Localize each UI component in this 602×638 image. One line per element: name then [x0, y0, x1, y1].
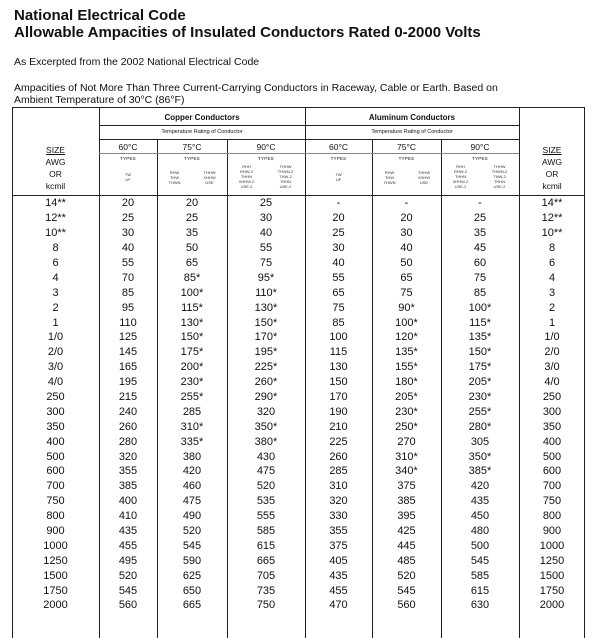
table-row [12, 479, 585, 494]
cell-size: 800 [46, 510, 65, 523]
table-row [12, 494, 585, 509]
cell-cu-90c: 535 [256, 495, 276, 508]
insulation-types: THHW THWN-2 THW-2 THHN USE-2 [277, 164, 294, 189]
source-note: As Excerpted from the 2002 National Electrical Code [14, 56, 260, 68]
cell-al-75c: 270 [397, 435, 416, 448]
aluminum-group-header: Aluminum Conductors [368, 113, 456, 122]
cell-cu-60c: 355 [118, 465, 138, 478]
cell-size-right: 900 [542, 525, 562, 538]
cell-cu-90c: 290* [254, 391, 278, 404]
insulation-types: THHW XHHW USE [203, 170, 216, 185]
cell-cu-75c: 230* [180, 376, 204, 389]
cell-size: 8 [52, 242, 59, 255]
cell-size: 4/0 [47, 376, 64, 389]
cell-al-60c: 320 [329, 495, 348, 508]
cell-al-90c: 175* [468, 361, 492, 374]
table-row [12, 419, 585, 434]
cell-al-75c: 340* [395, 465, 418, 478]
cell-al-60c: 75 [332, 301, 345, 314]
cell-al-75c: 230* [395, 405, 418, 418]
table-row [12, 270, 585, 285]
cell-cu-60c: 95 [121, 301, 135, 314]
cell-cu-60c: 145 [118, 346, 138, 359]
cell-cu-60c: 30 [121, 227, 135, 240]
table-row [12, 300, 585, 315]
cell-cu-60c: 215 [118, 391, 138, 404]
insulation-types: THHW XHHW USE [417, 170, 431, 185]
table-row [12, 464, 585, 479]
table-row [12, 404, 585, 419]
cell-cu-75c: 665 [182, 599, 202, 612]
ampacity-note: Ampacities of Not More Than Three Current-Carrying Conductors in Raceway, Cable or Earth. Based on Ambient Temperature of 30°C (86°F) [14, 82, 498, 106]
cell-size: 750 [46, 495, 65, 508]
temp-heading: 90°C [470, 142, 490, 152]
cell-al-75c: 40 [400, 242, 413, 255]
cell-al-90c: 350* [468, 450, 492, 463]
types-label: TYPES [258, 156, 274, 161]
cell-al-90c: 85 [473, 286, 487, 299]
cell-cu-60c: 165 [118, 361, 138, 374]
cell-cu-90c: 95* [257, 271, 275, 284]
cell-cu-90c: 555 [256, 510, 276, 523]
cell-size-right: 12** [541, 212, 563, 225]
cell-al-90c: 630 [470, 599, 490, 612]
cell-size: 1 [52, 316, 59, 329]
cell-cu-75c: 545 [182, 539, 202, 552]
cell-cu-60c: 545 [118, 584, 138, 597]
cell-size-right: 2/0 [544, 346, 560, 359]
cell-size: 2000 [43, 599, 68, 612]
cell-cu-60c: 260 [118, 420, 138, 433]
table-body [12, 196, 585, 613]
cell-cu-90c: 350* [254, 420, 278, 433]
cell-cu-75c: 255* [180, 391, 204, 404]
temp-heading: 60°C [118, 142, 138, 152]
cell-size-right: 800 [542, 510, 562, 523]
or-label: OR [545, 169, 559, 179]
cell-al-90c: 420 [470, 480, 490, 493]
cell-al-90c: - [478, 197, 482, 210]
cell-al-90c: 500 [470, 539, 490, 552]
cell-cu-75c: 335* [180, 435, 204, 448]
cell-cu-75c: 175* [180, 346, 204, 359]
cell-al-60c: 130 [329, 361, 348, 374]
size-label: SIZE [542, 145, 562, 155]
cell-cu-90c: 520 [256, 480, 276, 493]
cell-al-60c: 190 [329, 405, 348, 418]
cell-al-60c: 55 [332, 271, 345, 284]
cell-al-60c: 375 [329, 539, 348, 552]
header-rule [99, 153, 519, 154]
cell-cu-75c: 150* [180, 331, 204, 344]
cell-size-right: 250 [542, 391, 562, 404]
cell-cu-75c: 85* [183, 271, 201, 284]
cell-size: 1/0 [47, 331, 64, 344]
document-subtitle: Allowable Ampacities of Insulated Conductors Rated 0-2000 Volts [14, 24, 481, 41]
cell-al-75c: 75 [400, 286, 413, 299]
cell-al-60c: 225 [329, 435, 348, 448]
insulation-types: THHW THWN-2 THW-2 THHN USE-2 [491, 164, 508, 189]
cell-size: 14** [45, 197, 66, 210]
cell-size-right: 700 [542, 480, 562, 493]
table-row [12, 434, 585, 449]
temp-heading: 60°C [329, 142, 348, 152]
cell-al-60c: 65 [332, 286, 345, 299]
cell-al-60c: 330 [329, 510, 348, 523]
cell-al-60c: 310 [329, 480, 348, 493]
cell-al-60c: 85 [332, 316, 345, 329]
cell-al-60c: 115 [329, 346, 348, 359]
table-row [12, 553, 585, 568]
awg-label: AWG [45, 157, 66, 167]
table-row [12, 583, 585, 598]
cell-cu-60c: 55 [121, 257, 135, 269]
cell-size: 6 [52, 257, 59, 269]
cell-size-right: 1500 [539, 569, 565, 582]
cell-al-75c: 155* [395, 361, 418, 374]
table-row [12, 256, 585, 271]
cell-size-right: 1 [548, 316, 556, 329]
cell-al-75c: 385 [397, 495, 416, 508]
cell-cu-75c: 285 [182, 405, 202, 418]
cell-size: 2 [52, 301, 59, 314]
cell-al-75c: 375 [397, 480, 416, 493]
cell-al-90c: 255* [468, 405, 492, 418]
cell-cu-60c: 435 [118, 525, 138, 538]
cell-al-75c: 395 [397, 510, 416, 523]
cell-al-90c: 480 [470, 525, 490, 538]
insulation-types: RHH RHW-2 THHN XHHW-2 USE-2 [238, 164, 255, 189]
cell-cu-90c: 735 [256, 584, 276, 597]
cell-al-90c: 60 [473, 257, 487, 269]
cell-al-90c: 385* [468, 465, 492, 478]
cell-cu-60c: 280 [118, 435, 138, 448]
cell-cu-75c: 25 [185, 212, 199, 225]
cell-cu-75c: 200* [180, 361, 204, 374]
cell-cu-75c: 420 [182, 465, 202, 478]
cell-al-90c: 585 [470, 569, 490, 582]
cell-size: 1750 [43, 584, 68, 597]
size-column-header-left [12, 144, 99, 192]
cell-size: 12** [45, 212, 66, 225]
cell-size-right: 2 [548, 301, 556, 314]
types-label: TYPES [472, 156, 488, 161]
temp-heading: 75°C [397, 142, 416, 152]
kcmil-label: kcmil [542, 181, 562, 191]
table-row [12, 345, 585, 360]
table-row [12, 524, 585, 539]
cell-size-right: 600 [542, 465, 562, 478]
cell-al-75c: 310* [395, 450, 418, 463]
document-title: National Electrical Code [14, 7, 186, 24]
cell-al-90c: 435 [470, 495, 490, 508]
insulation-types: RHW THW THWN [383, 170, 396, 185]
cell-al-60c: 210 [329, 420, 348, 433]
table-row [12, 360, 585, 375]
cell-cu-60c: 560 [118, 599, 138, 612]
cell-al-75c: 50 [400, 257, 413, 269]
cell-al-60c: 470 [329, 599, 348, 612]
cell-cu-75c: 490 [182, 510, 202, 523]
cell-size-right: 1250 [539, 554, 565, 567]
kcmil-label: kcmil [45, 181, 66, 191]
cell-cu-75c: 35 [185, 227, 199, 240]
cell-cu-75c: 50 [185, 242, 199, 255]
cell-cu-60c: 240 [118, 405, 138, 418]
types-label: TYPES [184, 156, 200, 161]
cell-size-right: 350 [542, 420, 562, 433]
cell-cu-90c: 705 [256, 569, 276, 582]
cell-al-90c: 280* [468, 420, 492, 433]
cell-size-right: 10** [541, 227, 563, 240]
cell-al-90c: 230* [468, 391, 492, 404]
cell-cu-90c: 195* [254, 346, 278, 359]
aluminum-temp-rating-label: Temperature Rating of Conductor [371, 129, 453, 135]
cell-al-90c: 305 [470, 435, 490, 448]
cell-size-right: 4 [548, 271, 556, 284]
cell-cu-60c: 20 [121, 197, 135, 210]
cell-size: 350 [46, 420, 65, 433]
cell-cu-60c: 520 [118, 569, 138, 582]
cell-al-75c: 135* [395, 346, 418, 359]
cell-al-60c: 20 [332, 212, 345, 225]
cell-size: 3/0 [47, 361, 64, 374]
insulation-types: TW UF [335, 172, 342, 182]
cell-size-right: 2000 [539, 599, 565, 612]
cell-size-right: 6 [548, 257, 556, 269]
cell-al-75c: - [404, 197, 409, 210]
cell-size-right: 3/0 [544, 361, 560, 374]
cell-cu-60c: 385 [118, 480, 138, 493]
cell-size: 400 [46, 435, 65, 448]
cell-al-75c: 20 [400, 212, 413, 225]
cell-cu-75c: 115* [181, 301, 203, 314]
cell-al-90c: 205* [468, 376, 492, 389]
cell-al-60c: - [336, 197, 341, 210]
cell-cu-75c: 590 [182, 554, 202, 567]
cell-size: 300 [46, 405, 65, 418]
cell-size-right: 300 [542, 405, 562, 418]
cell-cu-90c: 750 [256, 599, 276, 612]
cell-cu-75c: 475 [182, 495, 202, 508]
cell-al-90c: 615 [470, 584, 490, 597]
cell-al-75c: 485 [397, 554, 416, 567]
cell-cu-90c: 585 [256, 525, 276, 538]
cell-al-75c: 425 [397, 525, 416, 538]
table-row [12, 568, 585, 583]
cell-cu-60c: 125 [118, 331, 138, 344]
or-label: OR [49, 169, 62, 179]
cell-al-60c: 170 [329, 391, 348, 404]
table-row [12, 509, 585, 524]
cell-cu-60c: 455 [118, 539, 138, 552]
cell-al-60c: 150 [329, 376, 348, 389]
cell-cu-90c: 150* [254, 316, 278, 329]
header-rule [99, 125, 519, 126]
ampacity-data-table [12, 196, 585, 613]
cell-size-right: 1750 [539, 584, 565, 597]
cell-cu-60c: 110 [119, 316, 137, 329]
cell-size: 2/0 [47, 346, 64, 359]
cell-al-90c: 115* [469, 316, 491, 329]
cell-cu-75c: 380 [182, 450, 202, 463]
cell-size-right: 14** [541, 197, 563, 210]
cell-cu-90c: 55 [259, 242, 273, 255]
table-row [12, 598, 585, 613]
cell-cu-90c: 225* [254, 361, 278, 374]
cell-al-90c: 35 [473, 227, 487, 240]
cell-al-60c: 260 [329, 450, 348, 463]
temp-heading: 90°C [256, 142, 276, 152]
cell-al-90c: 135* [468, 331, 492, 344]
cell-al-75c: 445 [397, 539, 416, 552]
cell-al-90c: 545 [470, 554, 490, 567]
cell-cu-60c: 320 [118, 450, 138, 463]
size-column-header-right [519, 144, 585, 192]
cell-cu-90c: 380* [254, 435, 278, 448]
cell-cu-75c: 650 [182, 584, 202, 597]
cell-cu-90c: 475 [256, 465, 276, 478]
table-row [12, 241, 585, 256]
cell-size: 3 [52, 286, 59, 299]
table-row [12, 390, 585, 405]
table-row [12, 330, 585, 345]
cell-cu-60c: 195 [118, 376, 138, 389]
cell-cu-75c: 460 [182, 480, 202, 493]
cell-size-right: 500 [542, 450, 562, 463]
cell-al-75c: 205* [395, 391, 418, 404]
table-row [12, 211, 585, 226]
cell-size-right: 1000 [539, 539, 565, 552]
copper-temp-rating-label: Temperature Rating of Conductor [161, 129, 243, 135]
table-row [12, 375, 585, 390]
cell-size: 700 [46, 480, 65, 493]
size-label: SIZE [46, 145, 65, 155]
cell-al-90c: 25 [473, 212, 487, 225]
cell-size: 250 [46, 391, 65, 404]
cell-size: 1000 [43, 539, 68, 552]
cell-cu-75c: 130* [180, 316, 204, 329]
cell-cu-90c: 170* [254, 331, 278, 344]
cell-cu-75c: 520 [182, 525, 202, 538]
cell-size: 900 [46, 525, 65, 538]
cell-cu-90c: 25 [259, 197, 273, 210]
cell-cu-60c: 85 [121, 286, 135, 299]
cell-cu-90c: 130* [254, 301, 278, 314]
cell-cu-60c: 25 [121, 212, 135, 225]
cell-al-75c: 100* [395, 316, 418, 329]
table-row [12, 315, 585, 330]
cell-size: 500 [46, 450, 65, 463]
header-rule [99, 139, 519, 140]
cell-cu-90c: 40 [259, 227, 273, 240]
insulation-types: TW UF [124, 172, 132, 182]
cell-cu-60c: 410 [118, 510, 138, 523]
cell-al-75c: 180* [395, 376, 418, 389]
cell-al-75c: 545 [397, 584, 416, 597]
table-row [12, 538, 585, 553]
cell-size: 10** [45, 227, 66, 240]
cell-al-75c: 560 [397, 599, 416, 612]
cell-al-75c: 120* [395, 331, 418, 344]
cell-size: 600 [46, 465, 65, 478]
cell-al-60c: 405 [329, 554, 348, 567]
cell-cu-90c: 430 [256, 450, 276, 463]
copper-group-header: Copper Conductors [164, 113, 240, 122]
cell-al-60c: 40 [332, 257, 345, 269]
cell-cu-75c: 65 [185, 257, 199, 269]
cell-al-90c: 450 [470, 510, 490, 523]
cell-al-90c: 150* [468, 346, 492, 359]
cell-al-60c: 455 [329, 584, 348, 597]
cell-size-right: 8 [548, 242, 556, 255]
cell-al-60c: 285 [329, 465, 348, 478]
cell-cu-90c: 665 [256, 554, 276, 567]
cell-cu-90c: 260* [254, 376, 278, 389]
cell-al-90c: 45 [473, 242, 487, 255]
cell-size-right: 3 [548, 286, 556, 299]
cell-al-75c: 250* [395, 420, 418, 433]
cell-cu-90c: 320 [256, 405, 276, 418]
cell-al-90c: 75 [473, 271, 487, 284]
cell-size-right: 400 [542, 435, 562, 448]
types-label: TYPES [330, 156, 347, 161]
types-label: TYPES [398, 156, 415, 161]
table-row [12, 226, 585, 241]
cell-al-90c: 100* [468, 301, 492, 314]
cell-size: 4 [52, 271, 59, 284]
temp-heading: 75°C [182, 142, 202, 152]
cell-cu-90c: 75 [259, 257, 273, 269]
cell-cu-75c: 310* [180, 420, 204, 433]
cell-al-75c: 520 [397, 569, 416, 582]
cell-cu-60c: 495 [118, 554, 138, 567]
cell-cu-90c: 110* [255, 286, 277, 299]
cell-al-75c: 90* [398, 301, 415, 314]
table-row [12, 196, 585, 211]
cell-al-75c: 65 [400, 271, 413, 284]
types-label: TYPES [120, 156, 136, 161]
insulation-types: RHH RHW-2 THHN XHHW-2 USE-2 [452, 164, 469, 189]
cell-size-right: 750 [542, 495, 562, 508]
cell-al-60c: 25 [332, 227, 345, 240]
cell-al-60c: 30 [332, 242, 345, 255]
cell-size: 1250 [43, 554, 68, 567]
cell-cu-60c: 40 [121, 242, 135, 255]
cell-al-60c: 100 [329, 331, 348, 344]
cell-al-60c: 355 [329, 525, 348, 538]
cell-cu-90c: 615 [256, 539, 276, 552]
cell-cu-75c: 625 [182, 569, 202, 582]
insulation-types: RHW THW THWN [168, 170, 181, 185]
cell-cu-60c: 400 [118, 495, 138, 508]
table-row [12, 285, 585, 300]
cell-size-right: 1/0 [544, 331, 560, 344]
cell-cu-75c: 100* [180, 286, 204, 299]
cell-size: 1500 [43, 569, 68, 582]
awg-label: AWG [542, 157, 562, 167]
cell-al-75c: 30 [400, 227, 413, 240]
cell-size-right: 4/0 [544, 376, 560, 389]
table-row [12, 449, 585, 464]
cell-cu-90c: 30 [259, 212, 273, 225]
cell-cu-75c: 20 [185, 197, 199, 210]
cell-al-60c: 435 [329, 569, 348, 582]
cell-cu-60c: 70 [121, 271, 135, 284]
